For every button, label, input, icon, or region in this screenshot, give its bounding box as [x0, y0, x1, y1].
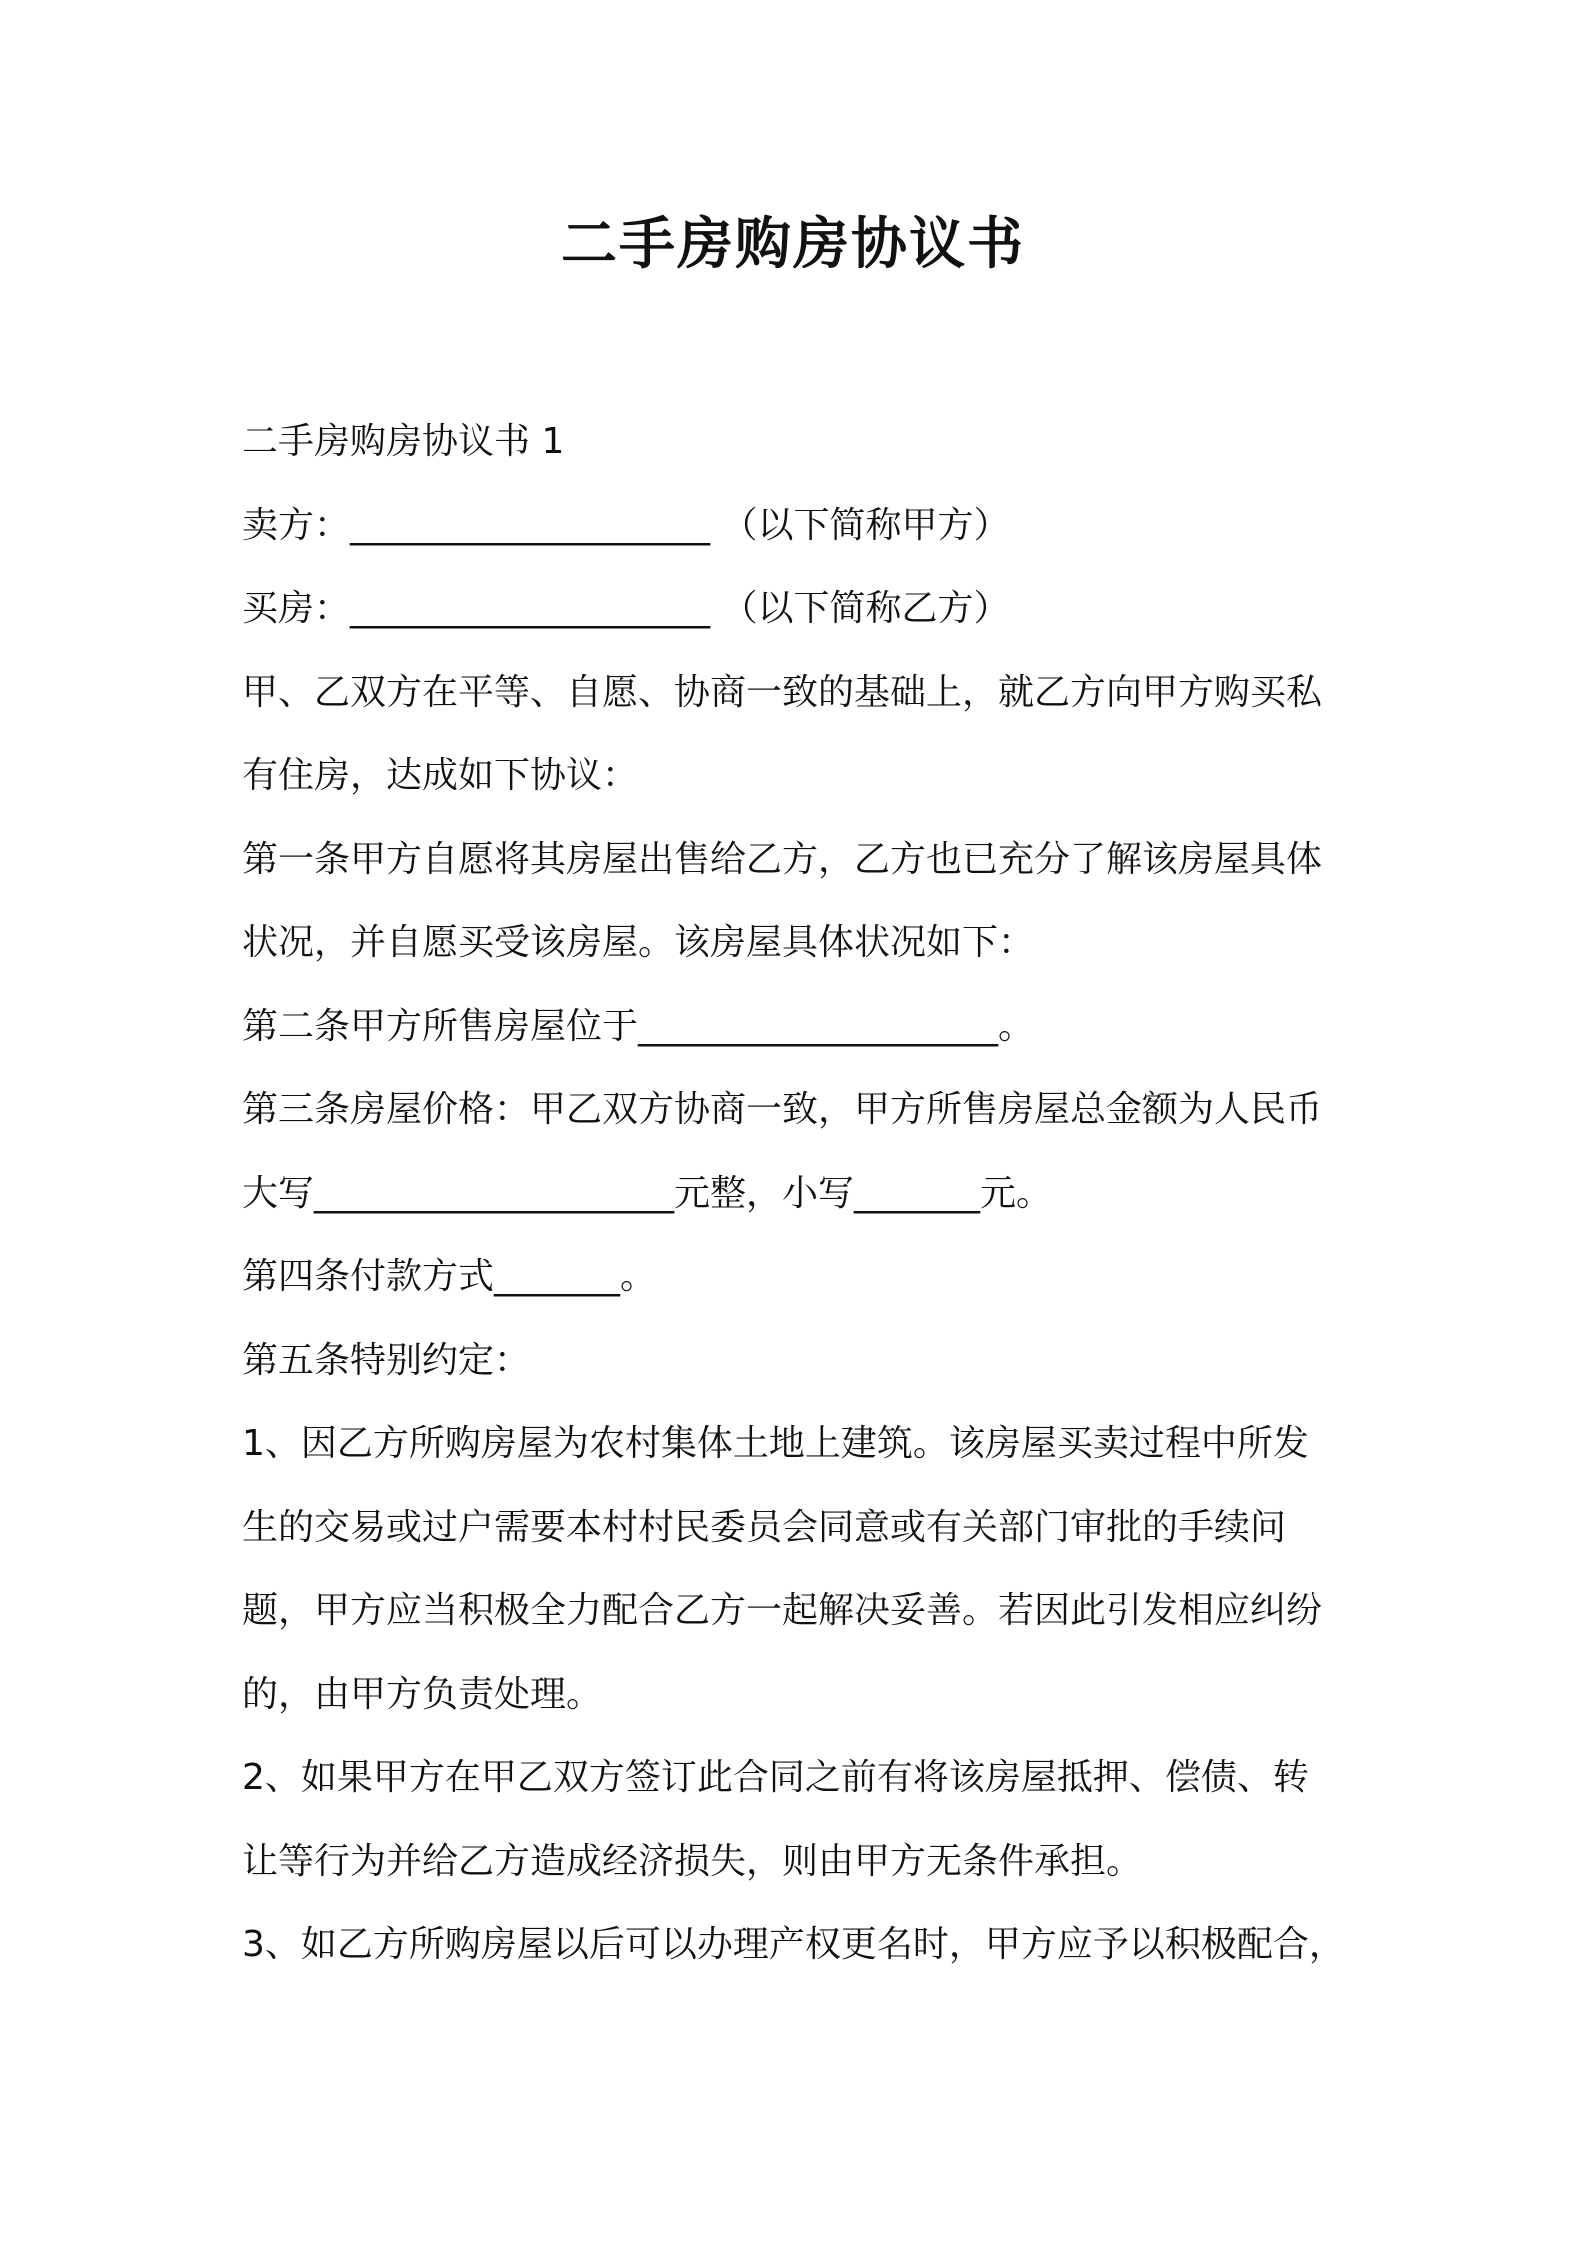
seller-line: 卖方：____________________ （以下简称甲方）	[242, 504, 1010, 546]
document-body	[242, 400, 1362, 1987]
clause-1-line: 1、因乙方所购房屋为农村集体土地上建筑。该房屋买卖过程中所发	[242, 1423, 1309, 1464]
paragraph-line: 有住房，达成如下协议：	[242, 755, 639, 796]
section-heading: 二手房购房协议书 1	[242, 421, 565, 462]
buyer-line: 买房：____________________ （以下简称乙方）	[242, 588, 1010, 629]
clause-2-line: 让等行为并给乙方造成经济损失，则由甲方无条件承担。	[242, 1840, 1143, 1882]
clause-1-line: 生的交易或过户需要本村村民委员会同意或有关部门审批的手续问	[242, 1506, 1287, 1548]
clause-3-line: 3、如乙方所购房屋以后可以办理产权更名时，甲方应予以积极配合，	[242, 1924, 1345, 1965]
article-4-line: 第四条付款方式_______。	[242, 1256, 657, 1297]
paragraph-line: 甲、乙双方在平等、自愿、协商一致的基础上，就乙方向甲方购买私	[242, 671, 1323, 713]
article-2-line: 第二条甲方所售房屋位于____________________。	[242, 1005, 1035, 1047]
article-1-line: 状况，并自愿买受该房屋。该房屋具体状况如下：	[242, 922, 1035, 963]
clause-1-line: 题，甲方应当积极全力配合乙方一起解决妥善。若因此引发相应纠纷	[242, 1590, 1323, 1631]
article-1-line: 第一条甲方自愿将其房屋出售给乙方，乙方也已充分了解该房屋具体	[242, 838, 1323, 880]
document-title: 二手房购房协议书	[561, 212, 1025, 277]
article-3-line: 第三条房屋价格：甲乙双方协商一致，甲方所售房屋总金额为人民币	[242, 1089, 1323, 1130]
article-3-line: 大写____________________元整，小写_______元。	[242, 1172, 1053, 1214]
clause-1-line: 的，由甲方负责处理。	[242, 1673, 603, 1715]
clause-2-line: 2、如果甲方在甲乙双方签订此合同之前有将该房屋抵押、偿债、转	[242, 1757, 1309, 1798]
article-5-line: 第五条特别约定：	[242, 1339, 531, 1381]
